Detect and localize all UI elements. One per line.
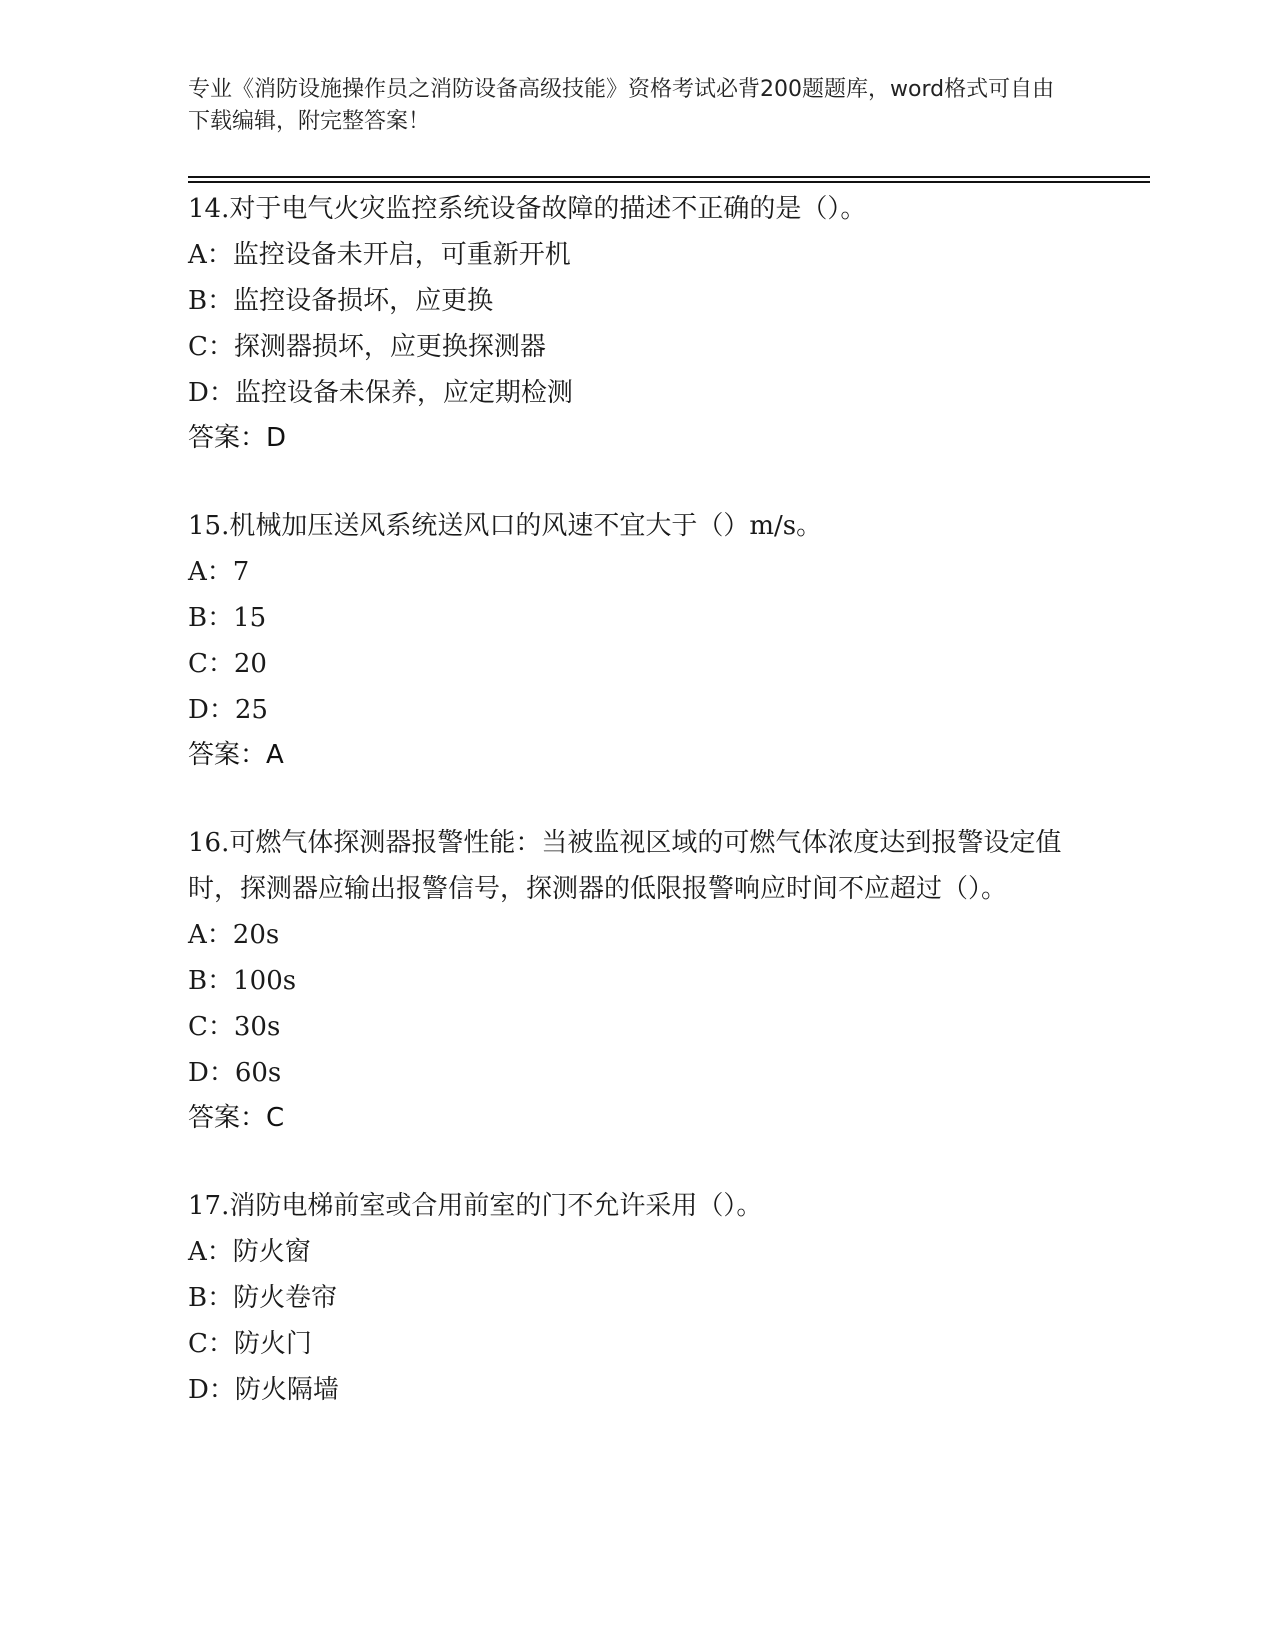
answer-line: 答案：D <box>188 423 287 453</box>
question-stem: 14.对于电气火灾监控系统设备故障的描述不正确的是（）。 <box>188 194 867 224</box>
question-stem: 15.机械加压送风系统送风口的风速不宜大于（）m/s。 <box>188 511 823 541</box>
question-16 <box>188 820 1088 1140</box>
option-b: B：防火卷帘 <box>188 1283 338 1313</box>
option-d: D：25 <box>188 695 268 725</box>
answer-line: 答案：A <box>188 740 284 770</box>
option-a: A：7 <box>188 557 250 587</box>
option-a: A：监控设备未开启，可重新开机 <box>188 240 571 270</box>
option-d: D：监控设备未保养，应定期检测 <box>188 378 573 408</box>
option-c: C：防火门 <box>188 1329 312 1359</box>
option-d: D：防火隔墙 <box>188 1375 339 1405</box>
question-17 <box>188 1183 1088 1413</box>
question-15 <box>188 503 1088 777</box>
question-stem: 17.消防电梯前室或合用前室的门不允许采用（）。 <box>188 1191 763 1221</box>
question-list <box>188 186 1088 1456</box>
option-a: A：防火窗 <box>188 1237 311 1267</box>
header-rule-top <box>188 176 1150 178</box>
option-b: B：15 <box>188 603 267 633</box>
question-14 <box>188 186 1088 460</box>
question-stem: 16.可燃气体探测器报警性能：当被监视区域的可燃气体浓度达到报警设定值时，探测器应输出报警信号，探测器的低限报警响应时间不应超过（）。 <box>188 828 1062 904</box>
answer-line: 答案：C <box>188 1103 285 1133</box>
option-b: B：100s <box>188 966 297 996</box>
option-d: D：60s <box>188 1058 282 1088</box>
option-a: A：20s <box>188 920 280 950</box>
option-c: C：20 <box>188 649 267 679</box>
option-c: C：30s <box>188 1012 281 1042</box>
option-b: B：监控设备损坏，应更换 <box>188 286 494 316</box>
option-c: C：探测器损坏，应更换探测器 <box>188 332 546 362</box>
header-rule-bottom <box>188 181 1150 183</box>
page-header: 专业《消防设施操作员之消防设备高级技能》资格考试必背200题题库，word格式可自由下载编辑，附完整答案！ <box>188 77 1055 134</box>
